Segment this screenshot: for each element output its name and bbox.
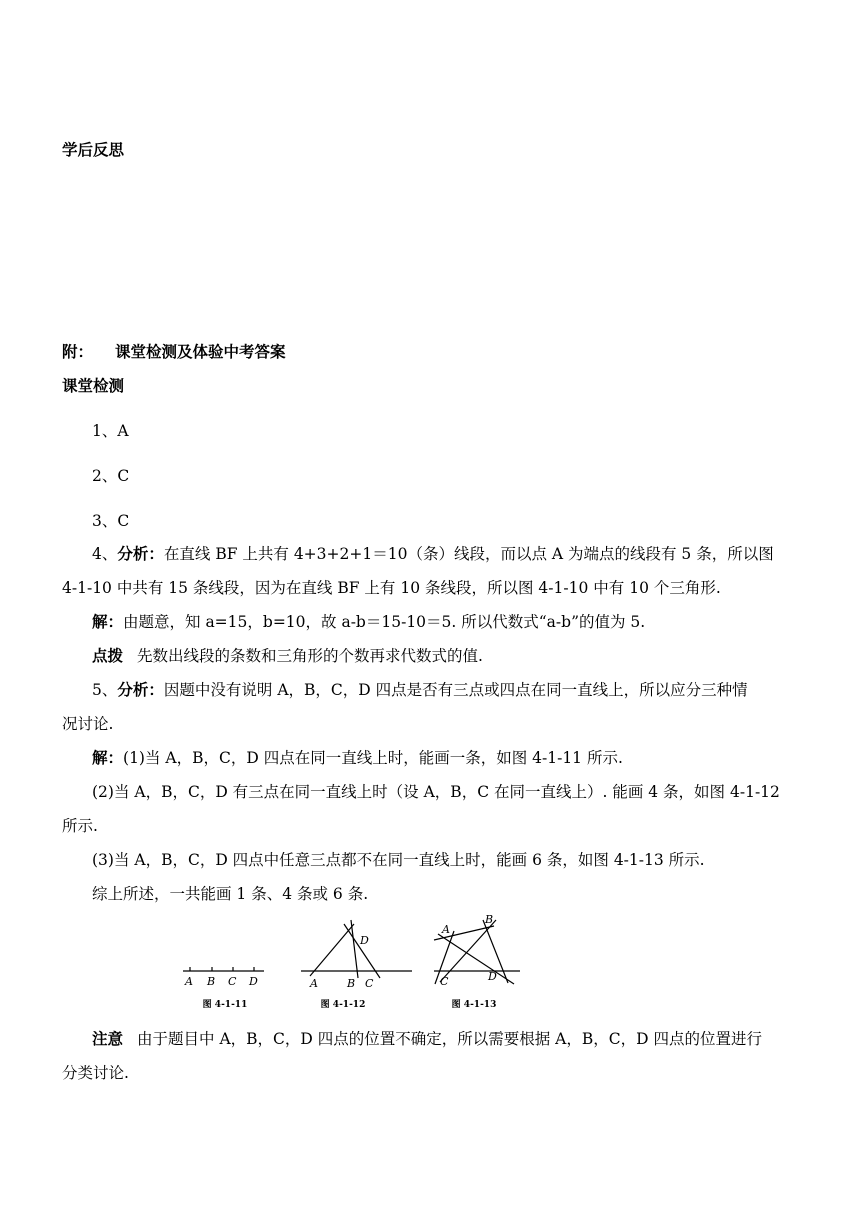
fig12-label-b: B: [347, 977, 356, 990]
q5-note-line1: [92, 1029, 762, 1049]
q4-tip-text: 先数出线段的条数和三角形的个数再求代数式的值.: [137, 647, 483, 665]
reflection-heading: 学后反思: [62, 140, 125, 159]
figure-4-1-11: [180, 950, 270, 1012]
section-title: 课堂检测: [62, 376, 125, 395]
q5-case1: [92, 748, 623, 768]
q4-tip-label: 点拨: [92, 646, 124, 665]
q5-analysis-line2: 况讨论.: [62, 715, 114, 733]
figure-4-1-13: [428, 910, 528, 1012]
q5-summary: 综上所述，一共能画 1 条、4 条或 6 条.: [92, 885, 369, 903]
q5-note-label: 注意: [92, 1029, 124, 1048]
q5-number: 5、: [92, 681, 118, 699]
q4-solution-label: 解：: [92, 612, 124, 631]
fig13-label-a: A: [442, 923, 450, 936]
q5-analysis-label: 分析：: [117, 680, 164, 699]
answer-2: 2、C: [92, 467, 130, 485]
fig11-label-a: A: [185, 975, 193, 988]
fig13-label-c: C: [440, 975, 449, 988]
answer-1: 1、A: [92, 422, 129, 440]
q4-analysis-line1: [92, 544, 774, 564]
q4-analysis-label: 分析：: [117, 544, 164, 563]
q4-analysis-line2: 4-1-10 中共有 15 条线段，因为在直线 BF 上有 10 条线段，所以图 4-1-10 中有 10 个三角形.: [62, 579, 721, 597]
figure-4-1-12: [298, 916, 418, 1012]
appendix-label: 附：: [62, 342, 94, 361]
fig12-label-d: D: [360, 934, 369, 947]
appendix-title: 课堂检测及体验中考答案: [115, 342, 286, 361]
q4-tip: [92, 646, 483, 666]
q5-case3: (3)当 A，B，C，D 四点中任意三点都不在同一直线上时，能画 6 条，如图 4-1-13 所示.: [92, 851, 705, 869]
fig12-label-a: A: [310, 977, 318, 990]
fig12-label-c: C: [365, 977, 374, 990]
q5-case2-line1: (2)当 A，B，C，D 有三点在同一直线上时（设 A，B，C 在同一直线上）. 能画 4 条，如图 4-1-12: [92, 783, 780, 801]
fig13-caption: 图 4-1-13: [451, 1000, 497, 1010]
fig13-label-d: D: [488, 970, 497, 983]
q5-note-line2: 分类讨论.: [62, 1064, 129, 1082]
q5-case2-line2: 所示.: [62, 817, 98, 835]
fig13-label-b: B: [485, 913, 494, 926]
q5-case1-text: (1)当 A，B，C，D 四点在同一直线上时，能画一条，如图 4-1-11 所示.: [123, 749, 623, 767]
fig11-label-d: D: [249, 975, 258, 988]
q4-number: 4、: [92, 545, 118, 563]
answer-3: 3、C: [92, 512, 130, 530]
fig11-label-c: C: [228, 975, 237, 988]
fig11-caption: 图 4-1-11: [202, 1000, 248, 1010]
q4-solution: [92, 612, 645, 632]
fig12-caption: 图 4-1-12: [320, 1000, 366, 1010]
q5-analysis-line1: [92, 680, 748, 700]
q5-solution-label: 解：: [92, 748, 124, 767]
q5-analysis-text1: 因题中没有说明 A，B，C，D 四点是否有三点或四点在同一直线上，所以应分三种情: [163, 681, 748, 699]
fig11-label-b: B: [207, 975, 216, 988]
q4-analysis-text1: 在直线 BF 上共有 4+3+2+1＝10（条）线段，而以点 A 为端点的线段有 5 条，所以图: [163, 545, 774, 563]
appendix-heading: [62, 342, 286, 362]
q5-note-text1: 由于题目中 A，B，C，D 四点的位置不确定，所以需要根据 A，B，C，D 四点的位置进行: [137, 1030, 762, 1048]
q4-solution-text: 由题意，知 a=15，b=10，故 a-b＝15-10＝5. 所以代数式“a-b”的值为 5.: [123, 613, 646, 631]
